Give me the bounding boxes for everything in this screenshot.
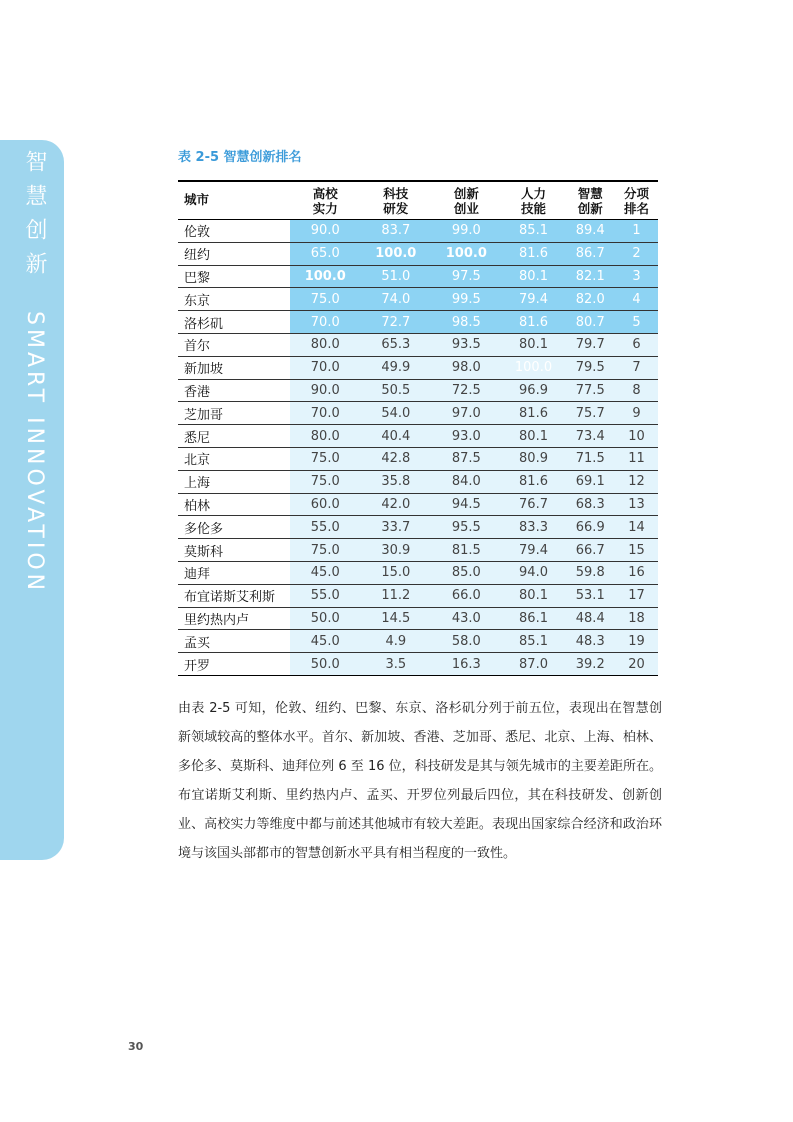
value-cell: 81.6: [502, 311, 566, 334]
value-cell: 6: [615, 333, 658, 356]
table-row: [178, 242, 658, 265]
value-cell: 3: [615, 265, 658, 288]
value-cell: 80.7: [565, 311, 615, 334]
value-cell: 79.4: [502, 539, 566, 562]
value-cell: 17: [615, 584, 658, 607]
table-row: [178, 493, 658, 516]
value-cell: 75.0: [290, 288, 361, 311]
city-cell: 孟买: [178, 630, 290, 653]
side-title-zh: 智慧创新: [22, 150, 47, 286]
value-cell: 10: [615, 425, 658, 448]
city-cell: 里约热内卢: [178, 607, 290, 630]
value-cell: 80.0: [290, 333, 361, 356]
value-cell: 85.1: [502, 220, 566, 243]
value-cell: 18: [615, 607, 658, 630]
value-cell: 96.9: [502, 379, 566, 402]
value-cell: 40.4: [361, 425, 432, 448]
value-cell: 76.7: [502, 493, 566, 516]
value-cell: 85.0: [431, 561, 502, 584]
value-cell: 72.7: [361, 311, 432, 334]
value-cell: 100.0: [431, 242, 502, 265]
value-cell: 83.7: [361, 220, 432, 243]
table-row: [178, 288, 658, 311]
value-cell: 54.0: [361, 402, 432, 425]
city-cell: 香港: [178, 379, 290, 402]
value-cell: 75.0: [290, 470, 361, 493]
value-cell: 98.5: [431, 311, 502, 334]
column-header: [502, 181, 566, 220]
value-cell: 13: [615, 493, 658, 516]
value-cell: 100.0: [361, 242, 432, 265]
value-cell: 75.0: [290, 539, 361, 562]
value-cell: 15: [615, 539, 658, 562]
value-cell: 85.1: [502, 630, 566, 653]
value-cell: 55.0: [290, 516, 361, 539]
value-cell: 4: [615, 288, 658, 311]
value-cell: 99.0: [431, 220, 502, 243]
page-number: 30: [128, 1040, 144, 1053]
value-cell: 14.5: [361, 607, 432, 630]
value-cell: 48.4: [565, 607, 615, 630]
column-header: [615, 181, 658, 220]
value-cell: 66.9: [565, 516, 615, 539]
table-row: [178, 425, 658, 448]
value-cell: 35.8: [361, 470, 432, 493]
column-header-line2: 实力: [312, 201, 338, 216]
value-cell: 43.0: [431, 607, 502, 630]
value-cell: 50.5: [361, 379, 432, 402]
value-cell: 12: [615, 470, 658, 493]
value-cell: 39.2: [565, 653, 615, 676]
value-cell: 45.0: [290, 561, 361, 584]
city-cell: 芝加哥: [178, 402, 290, 425]
city-cell: 新加坡: [178, 356, 290, 379]
city-cell: 莫斯科: [178, 539, 290, 562]
value-cell: 45.0: [290, 630, 361, 653]
column-header-line1: 创新: [453, 186, 479, 201]
value-cell: 3.5: [361, 653, 432, 676]
table-row: [178, 220, 658, 243]
value-cell: 55.0: [290, 584, 361, 607]
value-cell: 20: [615, 653, 658, 676]
value-cell: 90.0: [290, 379, 361, 402]
side-title-en: SMART INNOVATION: [22, 311, 47, 595]
value-cell: 71.5: [565, 447, 615, 470]
table-row: [178, 265, 658, 288]
value-cell: 60.0: [290, 493, 361, 516]
column-header-line1: 科技: [383, 186, 409, 201]
value-cell: 74.0: [361, 288, 432, 311]
value-cell: 69.1: [565, 470, 615, 493]
value-cell: 80.1: [502, 333, 566, 356]
column-header: [431, 181, 502, 220]
value-cell: 79.4: [502, 288, 566, 311]
value-cell: 66.7: [565, 539, 615, 562]
table-row: [178, 447, 658, 470]
value-cell: 81.6: [502, 402, 566, 425]
value-cell: 49.9: [361, 356, 432, 379]
value-cell: 15.0: [361, 561, 432, 584]
value-cell: 80.1: [502, 584, 566, 607]
column-header: [178, 181, 290, 220]
value-cell: 86.1: [502, 607, 566, 630]
value-cell: 80.9: [502, 447, 566, 470]
value-cell: 58.0: [431, 630, 502, 653]
value-cell: 72.5: [431, 379, 502, 402]
city-cell: 巴黎: [178, 265, 290, 288]
value-cell: 79.7: [565, 333, 615, 356]
value-cell: 5: [615, 311, 658, 334]
city-cell: 布宜诺斯艾利斯: [178, 584, 290, 607]
value-cell: 42.0: [361, 493, 432, 516]
value-cell: 11: [615, 447, 658, 470]
table-row: [178, 516, 658, 539]
value-cell: 66.0: [431, 584, 502, 607]
value-cell: 59.8: [565, 561, 615, 584]
value-cell: 94.0: [502, 561, 566, 584]
value-cell: 68.3: [565, 493, 615, 516]
table-row: [178, 539, 658, 562]
value-cell: 70.0: [290, 356, 361, 379]
value-cell: 16: [615, 561, 658, 584]
value-cell: 79.5: [565, 356, 615, 379]
city-cell: 多伦多: [178, 516, 290, 539]
value-cell: 53.1: [565, 584, 615, 607]
value-cell: 97.5: [431, 265, 502, 288]
value-cell: 82.0: [565, 288, 615, 311]
value-cell: 50.0: [290, 653, 361, 676]
city-cell: 东京: [178, 288, 290, 311]
value-cell: 11.2: [361, 584, 432, 607]
value-cell: 84.0: [431, 470, 502, 493]
column-header: [290, 181, 361, 220]
value-cell: 70.0: [290, 402, 361, 425]
value-cell: 77.5: [565, 379, 615, 402]
table-row: [178, 630, 658, 653]
value-cell: 93.0: [431, 425, 502, 448]
value-cell: 95.5: [431, 516, 502, 539]
value-cell: 81.6: [502, 470, 566, 493]
column-header-line1: 高校: [312, 186, 338, 201]
column-header-line2: 研发: [383, 201, 409, 216]
value-cell: 65.0: [290, 242, 361, 265]
body-paragraph: 由表 2-5 可知，伦敦、纽约、巴黎、东京、洛杉矶分列于前五位，表现出在智慧创新领域较高的整体水平。首尔、新加坡、香港、芝加哥、悉尼、北京、上海、柏林、多伦多、莫斯科、迪拜位列 6 至 16 位，科技研发是其与领先城市的主要差距所在。布宜诺斯艾利斯、里约热内卢、孟买、开罗位列最后四位，其在科技研发、创新创业、高校实力等维度中都与前述其他城市有较大差距。表现出国家综合经济和政治环境与该国头部都市的智慧创新水平具有相当程度的一致性。: [178, 701, 662, 861]
table-row: [178, 379, 658, 402]
column-header-line2: 排名: [624, 201, 650, 216]
column-header-line1: 人力: [521, 186, 547, 201]
value-cell: 81.6: [502, 242, 566, 265]
city-cell: 纽约: [178, 242, 290, 265]
value-cell: 4.9: [361, 630, 432, 653]
value-cell: 81.5: [431, 539, 502, 562]
value-cell: 98.0: [431, 356, 502, 379]
table-row: [178, 653, 658, 676]
value-cell: 1: [615, 220, 658, 243]
table-row: [178, 311, 658, 334]
table-title: 表 2-5 智慧创新排名: [178, 150, 302, 165]
city-cell: 北京: [178, 447, 290, 470]
column-header-line2: 创新: [577, 201, 603, 216]
city-cell: 柏林: [178, 493, 290, 516]
city-cell: 伦敦: [178, 220, 290, 243]
value-cell: 8: [615, 379, 658, 402]
side-title: [16, 150, 50, 594]
city-cell: 开罗: [178, 653, 290, 676]
value-cell: 19: [615, 630, 658, 653]
city-cell: 悉尼: [178, 425, 290, 448]
value-cell: 7: [615, 356, 658, 379]
value-cell: 87.0: [502, 653, 566, 676]
column-header-line2: 创业: [453, 201, 479, 216]
value-cell: 73.4: [565, 425, 615, 448]
value-cell: 50.0: [290, 607, 361, 630]
value-cell: 30.9: [361, 539, 432, 562]
value-cell: 83.3: [502, 516, 566, 539]
value-cell: 99.5: [431, 288, 502, 311]
value-cell: 89.4: [565, 220, 615, 243]
ranking-table: [178, 180, 658, 676]
column-header-line1: 分项: [624, 186, 650, 201]
value-cell: 80.1: [502, 425, 566, 448]
value-cell: 87.5: [431, 447, 502, 470]
value-cell: 9: [615, 402, 658, 425]
city-cell: 上海: [178, 470, 290, 493]
value-cell: 65.3: [361, 333, 432, 356]
column-header: [565, 181, 615, 220]
value-cell: 94.5: [431, 493, 502, 516]
table-header-row: [178, 181, 658, 220]
value-cell: 90.0: [290, 220, 361, 243]
value-cell: 80.1: [502, 265, 566, 288]
column-header-line1: 智慧: [577, 186, 603, 201]
city-cell: 迪拜: [178, 561, 290, 584]
column-header-line1: 城市: [184, 191, 210, 207]
table-row: [178, 402, 658, 425]
city-cell: 洛杉矶: [178, 311, 290, 334]
value-cell: 93.5: [431, 333, 502, 356]
value-cell: 14: [615, 516, 658, 539]
value-cell: 33.7: [361, 516, 432, 539]
value-cell: 2: [615, 242, 658, 265]
value-cell: 75.7: [565, 402, 615, 425]
value-cell: 48.3: [565, 630, 615, 653]
value-cell: 100.0: [290, 265, 361, 288]
value-cell: 80.0: [290, 425, 361, 448]
table-row: [178, 470, 658, 493]
value-cell: 86.7: [565, 242, 615, 265]
table-row: [178, 333, 658, 356]
table-row: [178, 356, 658, 379]
column-header-line2: 技能: [521, 201, 547, 216]
value-cell: 82.1: [565, 265, 615, 288]
column-header: [361, 181, 432, 220]
table-row: [178, 584, 658, 607]
value-cell: 70.0: [290, 311, 361, 334]
table-row: [178, 561, 658, 584]
value-cell: 100.0: [502, 356, 566, 379]
value-cell: 42.8: [361, 447, 432, 470]
value-cell: 97.0: [431, 402, 502, 425]
value-cell: 16.3: [431, 653, 502, 676]
city-cell: 首尔: [178, 333, 290, 356]
value-cell: 51.0: [361, 265, 432, 288]
table-row: [178, 607, 658, 630]
table-body: [178, 220, 658, 676]
value-cell: 75.0: [290, 447, 361, 470]
